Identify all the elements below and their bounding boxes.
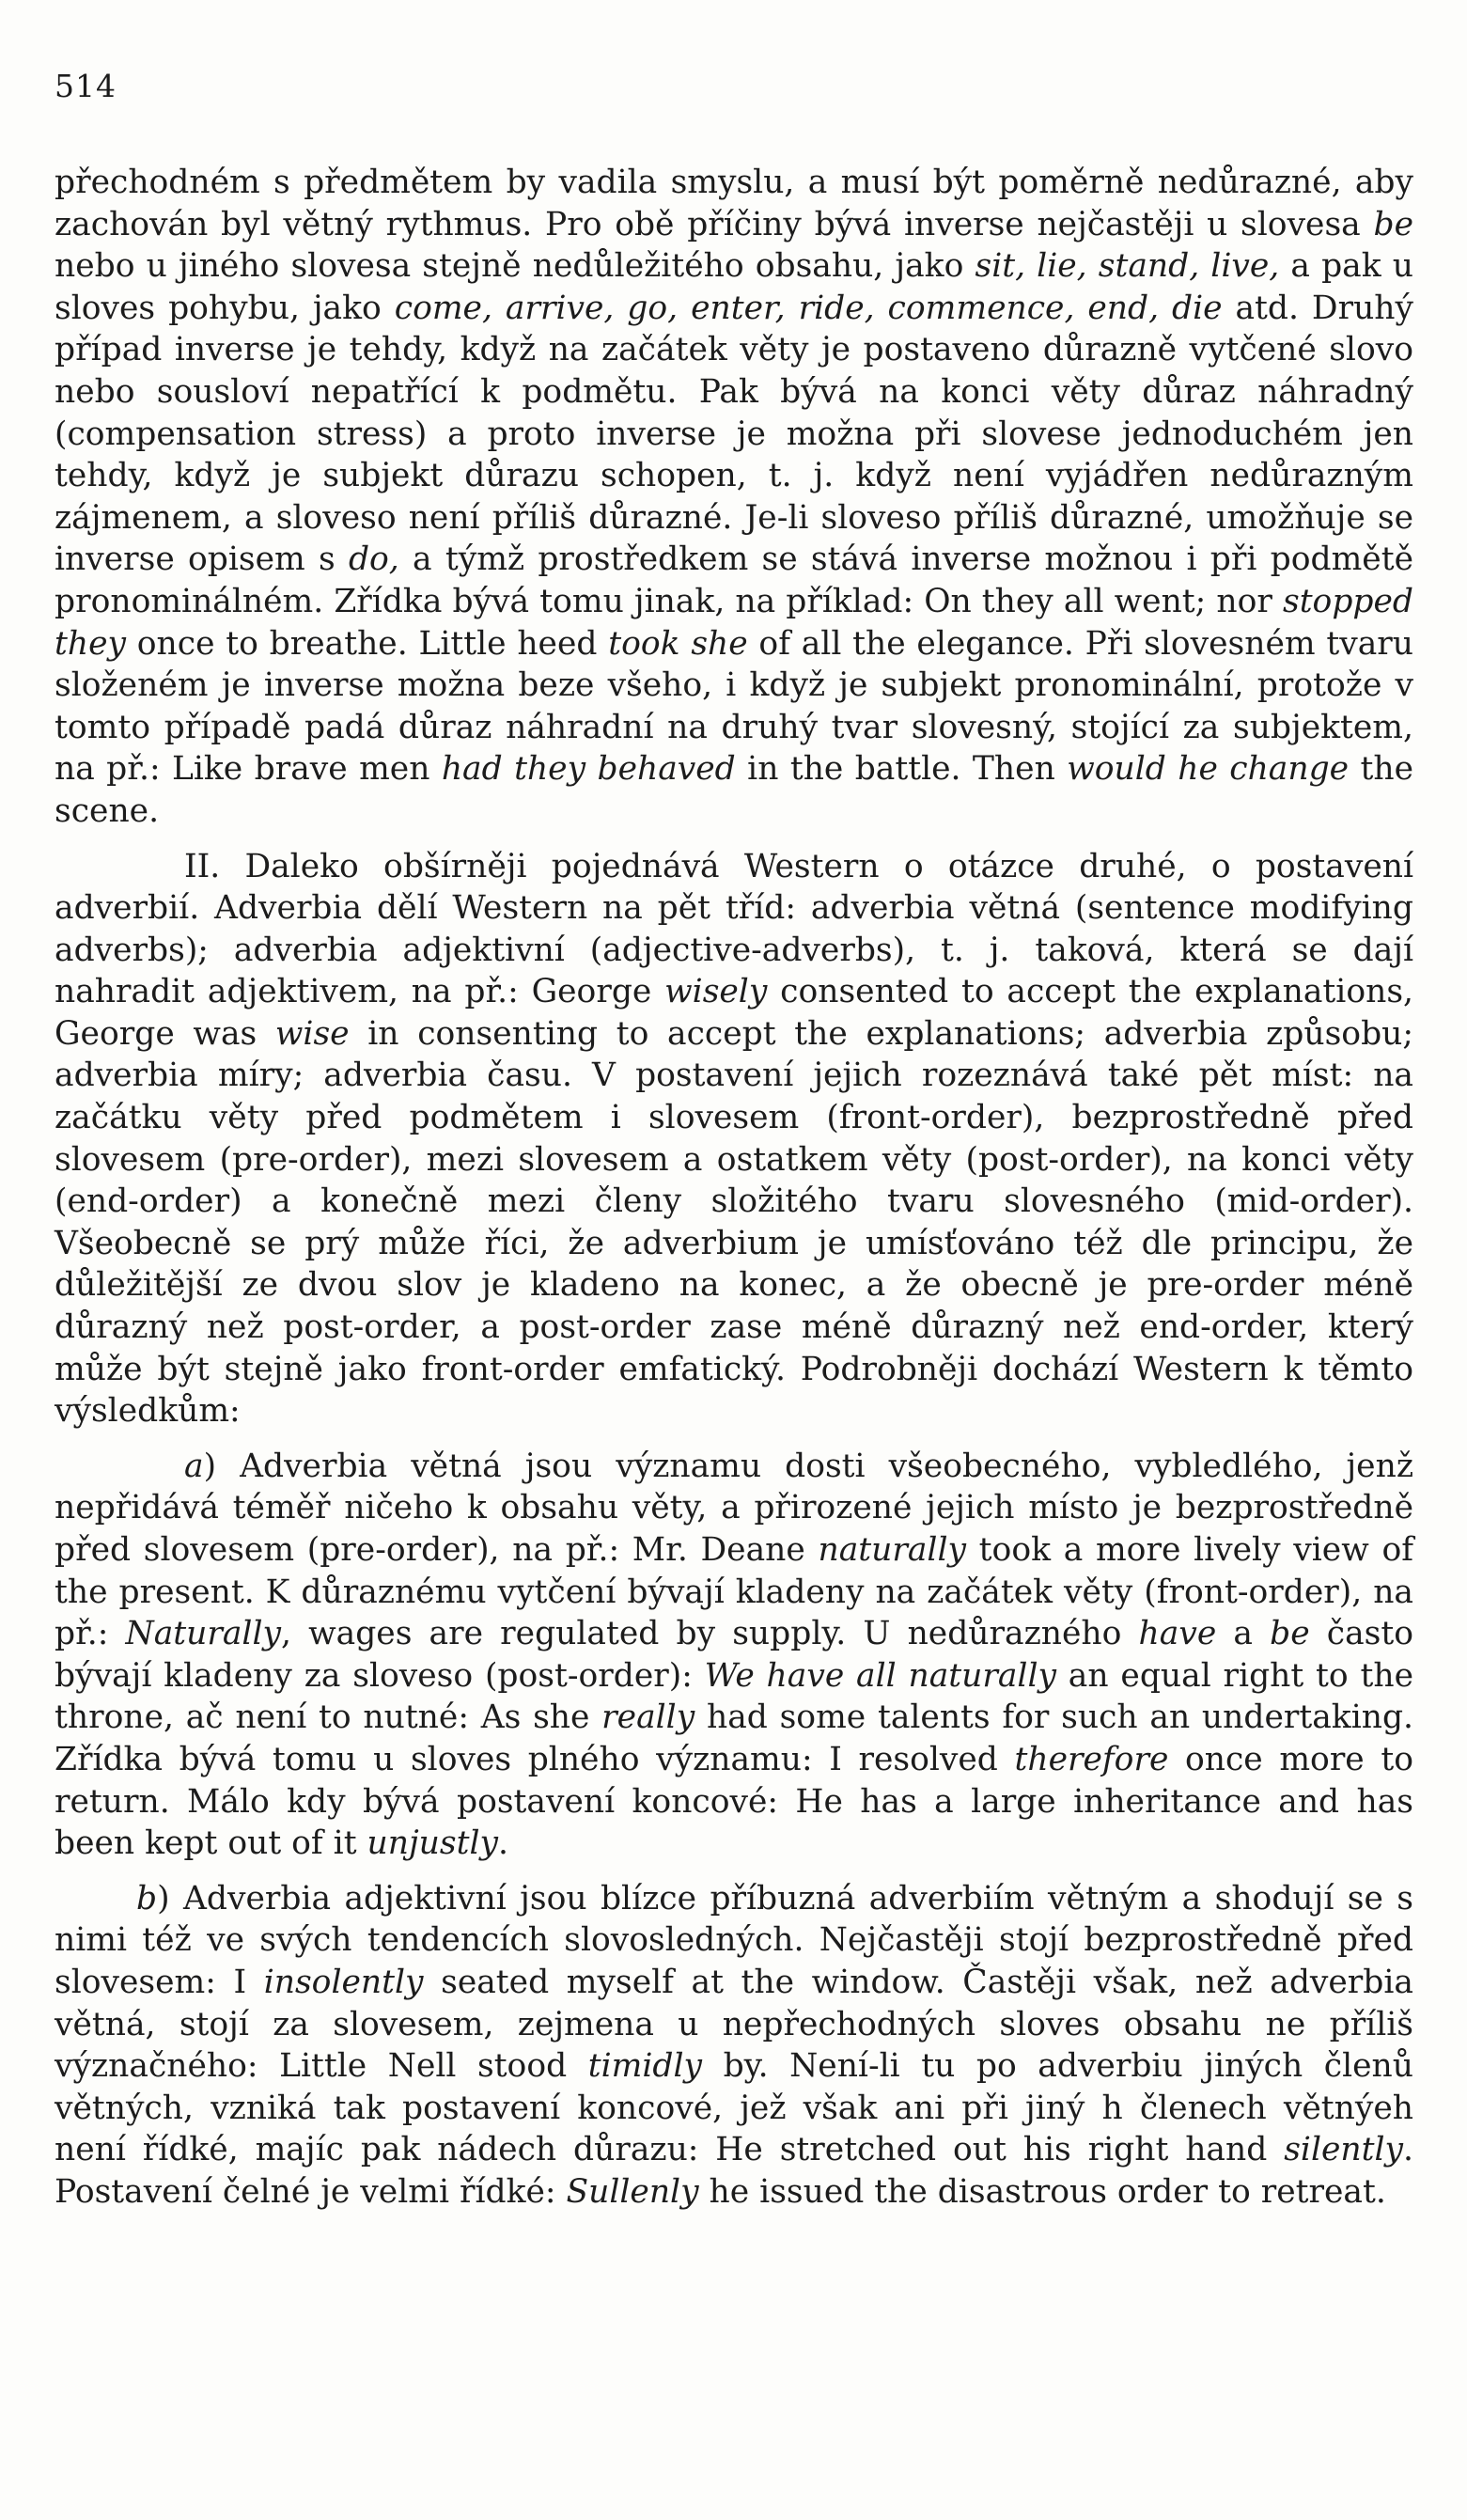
italic-run: therefore [1014,1740,1169,1778]
italic-run: come, arrive, go, enter, ride, commence, end, die [394,289,1223,327]
text-run: a pak u sloves pohybu, jako [55,247,1413,327]
text-run: atd. Druhý případ inverse je tehdy, když na začátek věty je postaveno důrazně vytčené slovo nebo sousloví nepatřící k podmětu. Pak bývá na konci věty důraz náhradný (compensation stress) a proto inverse je možna při slovese jednoduchém jen tehdy, když je subjekt důrazu schopen, t. j. když není vyjádřen nedůrazným zájmenem, a sloveso není příliš důrazné. Je-li sloveso příliš důrazné, umožňuje se inverse opisem s [55,289,1413,579]
paragraph-3 [55,1446,1413,1865]
italic-run: sit, lie, stand, live, [975,247,1280,286]
italic-run: timidly [587,2047,703,2086]
italic-run: have [1138,1615,1217,1653]
italic-run: insolently [263,1963,424,2001]
body-text [55,162,1413,2214]
text-run: the scene. [55,750,1413,830]
italic-run: Sullenly [566,2172,699,2211]
text-run: had some talents for such an undertaking. Zřídka bývá tomu u sloves plného významu: I resolved [55,1698,1414,1778]
italic-run: do, [348,540,399,579]
text-run: by. Není-li tu po adverbiu jiných členů větných, vzniká tak postavení koncové, jež však ani při jiný h členech větnýeh není řídké, majíc pak nádech důrazu: He stretched out his right hand [55,2047,1413,2169]
italic-run: would he change [1067,750,1350,789]
italic-run: a [184,1447,204,1485]
italic-run: wise [274,1014,350,1053]
paragraph-2 [55,846,1413,1432]
italic-run: b [136,1879,158,1917]
text-run: he issued the disastrous order to retreat. [698,2172,1386,2211]
italic-run: had they behaved [441,750,736,789]
italic-run: silently [1284,2131,1404,2169]
text-run: . Postavení čelné je velmi řídké: [55,2131,1413,2211]
text-run: nebo u jiného slovesa stejně nedůležitého obsahu, jako [55,247,975,286]
text-run: a [1216,1615,1271,1653]
text-run: a týmž prostředkem se stává inverse možnou i při podmětě pronominálném. Zřídka bývá tomu jinak, na příklad: On they all went; nor [55,540,1413,620]
text-run: často bývají kladeny za sloveso (post-order): [55,1615,1413,1695]
text-run: . [498,1824,508,1863]
text-run: in consenting to accept the explanations; adverbia způsobu; adverbia míry; adverbia času. V postavení jejich rozeznává také pět míst: na začátku věty před podmětem i slovesem (front-order), bezprostředně před slovesem (pre-order), mezi slovesem a ostatkem věty (post-order), na konci věty (end-order) a konečně mezi členy složitého tvaru slovesného (mid-order). Všeobecně se prý může říci, že adverbium je umísťováno též dle principu, že důležitější ze dvou slov je kladeno na konec, a že obecně je pre-order méně důrazný než post-order, a post-order zase méně důrazný než end-order, který může být stejně jako front-order emfatický. Podrobněji dochází Western k těmto výsledkům: [55,1014,1414,1431]
text-run: seated myself at the window. Častěji však, než adverbia větná, stojí za slovesem, zejmena u nepřechodných sloves obsahu ne příliš význačného: Little Nell stood [55,1963,1413,2086]
text-run: II. Daleko obšírněji pojednává Western o otázce druhé, o postavení adverbií. Adverbia dělí Western na pět tříd: adverbia větná (sentence modifying adverbs); adverbia adjektivní (adjective-adverbs), t. j. taková, která se dají nahradit adjektivem, na př.: George [55,847,1413,1011]
text-run: in the battle. Then [735,750,1068,789]
text-run: of all the elegance. Při slovesném tvaru složeném je inverse možna beze všeho, i když je subjekt pronominální, protože v tomto případě padá důraz náhradní na druhý tvar slovesný, stojící za subjektem, na př.: Like brave men [55,624,1413,789]
page-number: 514 [55,68,117,104]
text-run: ) Adverbia větná jsou významu dosti všeobecného, vybledlého, jenž nepřidává téměř ničeho k obsahu věty, a přirozené jejich místo je bezprostředně před slovesem (pre-order), na př.: Mr. Deane [55,1447,1413,1569]
italic-run: naturally [818,1531,966,1569]
text-run: once to breathe. Little heed [126,624,609,663]
text-run: přechodném s předmětem by vadila smyslu, a musí být poměrně nedůrazné, aby zachován byl větný rythmus. Pro obě příčiny bývá inverse nejčastěji u slovesa [55,164,1413,243]
italic-run: stopped they [55,582,1413,663]
text-run: once more to return. Málo kdy bývá postavení koncové: He has a large inheritance and has been kept out of it [55,1740,1413,1863]
italic-run: unjustly [367,1824,498,1863]
text-run: took a more lively view of the present. K důraznému vytčení bývají kladeny na začátek věty (front-order), na př.: [55,1531,1413,1653]
text-run: , wages are regulated by supply. U nedůrazného [281,1615,1139,1653]
italic-run: be [1373,205,1413,243]
italic-run: We have all naturally [704,1656,1056,1695]
italic-run: took she [608,624,748,663]
text-run: an equal right to the throne, ač není to nutné: As she [55,1656,1413,1737]
italic-run: wisely [664,973,768,1011]
paragraph-1 [55,162,1413,833]
italic-run: Naturally [125,1615,281,1653]
italic-run: be [1270,1615,1310,1653]
text-run: consented to accept the explanations, George was [55,973,1413,1053]
paragraph-4 [55,1878,1413,2214]
italic-run: really [601,1698,695,1737]
text-run: ) Adverbia adjektivní jsou blízce příbuzná adverbiím větným a shodují se s nimi též ve svých tendencích slovosledných. Nejčastěji stojí bezprostředně před slovesem: I [55,1879,1413,2001]
